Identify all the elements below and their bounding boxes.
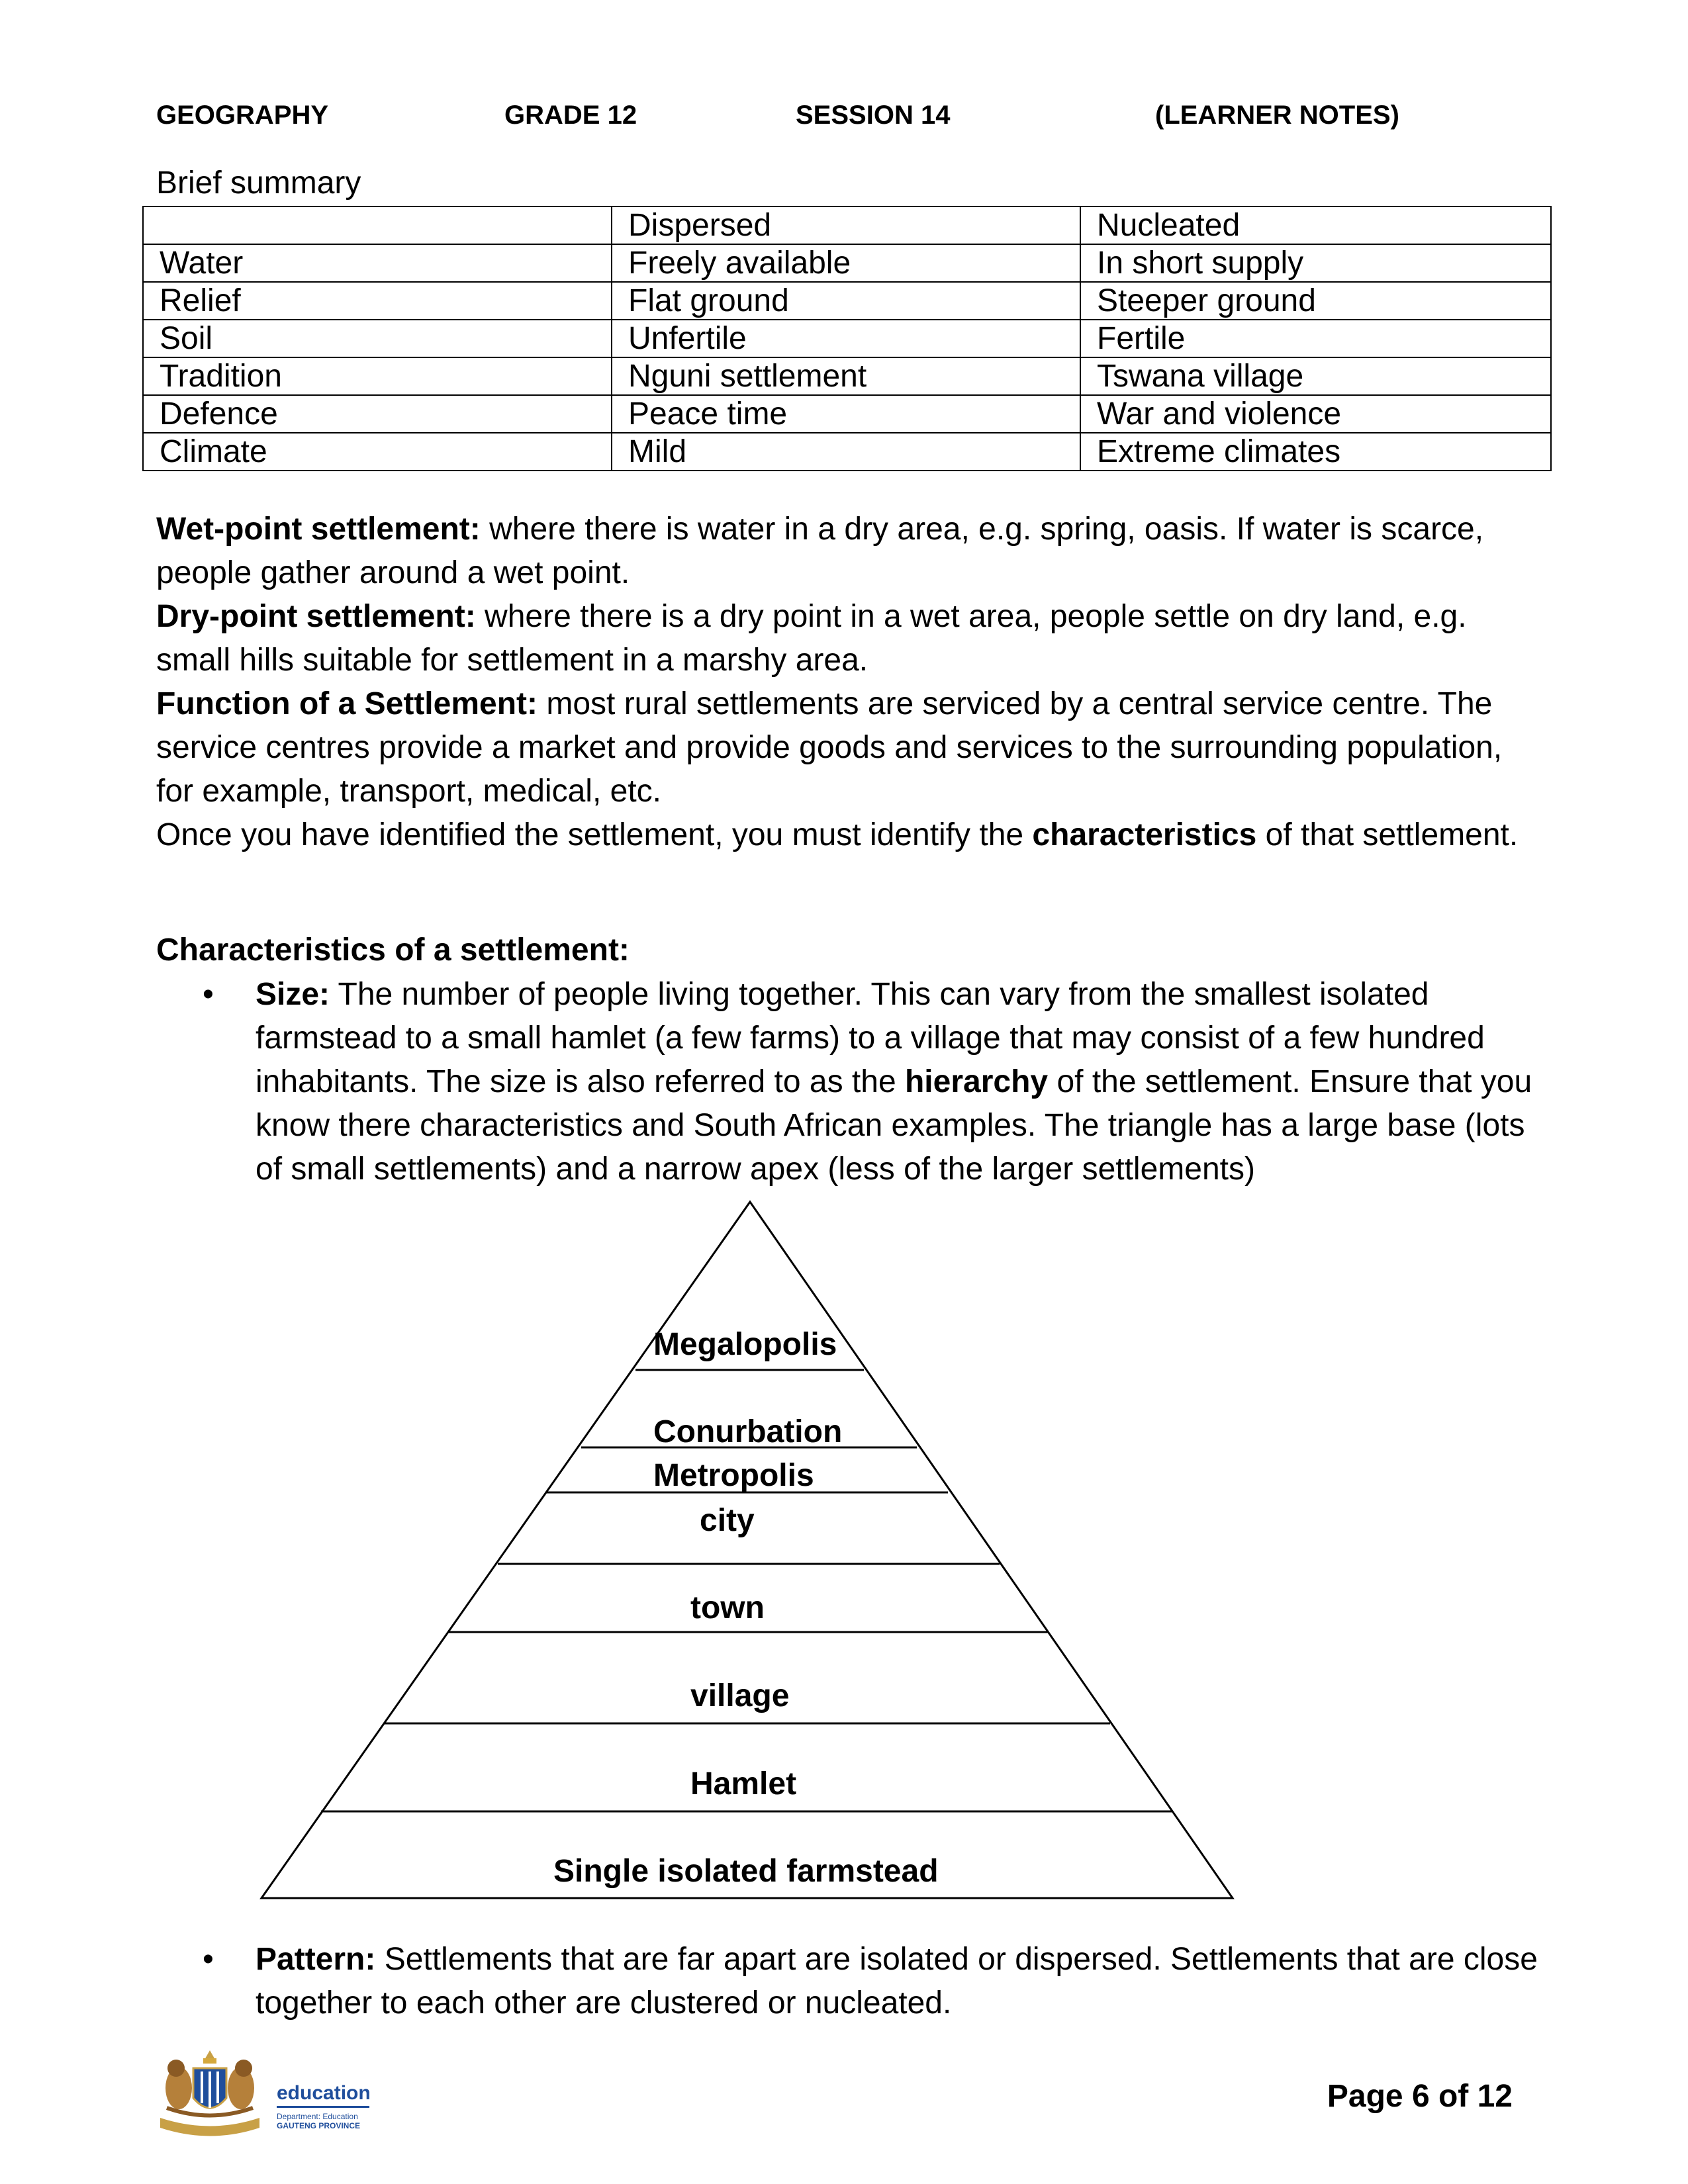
pyramid-level-city: city (700, 1503, 755, 1538)
wet-point-text: where there is water in a dry area, e.g. spring, oasis. If water is scarce, people gather around a wet point. (156, 512, 1484, 590)
table-cell: Defence (143, 395, 612, 433)
note-text-before: Once you have identified the settlement, you must identify the (156, 817, 1033, 852)
header-notes: (LEARNER NOTES) (1155, 101, 1399, 130)
pyramid-level-farmstead: Single isolated farmstead (553, 1854, 939, 1889)
function-term: Function of a Settlement: (156, 686, 538, 721)
size-text-1: The number of people living together. This can vary from the smallest isolated farmstead to a small hamlet (a few farms) to a village that may consist of a few hundred inhabitants. The size is also referred to as the (256, 977, 1485, 1099)
logo-line1: Department: Education (277, 2112, 358, 2121)
size-bold: hierarchy (904, 1064, 1049, 1099)
table-cell: In short supply (1080, 244, 1551, 282)
size-term: Size: (256, 977, 330, 1012)
table-cell: Tradition (143, 357, 612, 395)
table-cell: War and violence (1080, 395, 1551, 433)
table-cell: Tswana village (1080, 357, 1551, 395)
wet-point-term: Wet-point settlement: (156, 512, 481, 547)
header-session: SESSION 14 (796, 101, 951, 130)
table-cell: Relief (143, 282, 612, 320)
pyramid-level-hamlet: Hamlet (690, 1766, 797, 1801)
table-cell: Water (143, 244, 612, 282)
dry-point-term: Dry-point settlement: (156, 599, 476, 634)
note-text-after: of that settlement. (1256, 817, 1519, 852)
table-cell: Climate (143, 433, 612, 471)
pattern-bullet (256, 1938, 1553, 2025)
table-cell: Peace time (612, 395, 1080, 433)
page-number: Page 6 of 12 (1327, 2079, 1513, 2114)
pyramid-level-village: village (690, 1678, 790, 1713)
table-cell: Nguni settlement (612, 357, 1080, 395)
characteristics-heading: Characteristics of a settlement: (156, 933, 630, 968)
summary-title: Brief summary (156, 165, 361, 201)
pattern-term: Pattern: (256, 1942, 376, 1977)
gauteng-coat-of-arms-logo (147, 2045, 273, 2144)
pyramid-level-metropolis: Metropolis (653, 1458, 814, 1493)
dry-point-text: where there is a dry point in a wet area, people settle on dry land, e.g. small hills suitable for settlement in a marshy area. (156, 599, 1467, 678)
table-cell: Freely available (612, 244, 1080, 282)
logo-word: education (277, 2082, 369, 2108)
table-cell: Unfertile (612, 320, 1080, 357)
note-bold: characteristics (1032, 817, 1257, 852)
table-cell: Soil (143, 320, 612, 357)
pattern-text: Settlements that are far apart are isolated or dispersed. Settlements that are close together to each other are clustered or nucleated. (256, 1942, 1538, 2021)
table-cell: Fertile (1080, 320, 1551, 357)
education-logo-text (277, 2082, 369, 2130)
size-text-2: of the settlement. Ensure that you know there characteristics and South African examples. The triangle has a large base (lots of small settlements) and a narrow apex (less of the larger settlements) (256, 1064, 1532, 1187)
table-cell: Steeper ground (1080, 282, 1551, 320)
table-cell: Flat ground (612, 282, 1080, 320)
table-cell: Extreme climates (1080, 433, 1551, 471)
bullet-icon: • (203, 977, 214, 1012)
logo-line2: GAUTENG PROVINCE (277, 2121, 361, 2130)
table-cell: Mild (612, 433, 1080, 471)
header-grade: GRADE 12 (504, 101, 637, 130)
pyramid-level-conurbation: Conurbation (653, 1414, 843, 1449)
table-header-cell: Nucleated (1080, 206, 1551, 244)
pyramid-level-megalopolis: Megalopolis (653, 1327, 837, 1362)
pyramid-level-town: town (690, 1590, 765, 1625)
header-subject: GEOGRAPHY (156, 101, 329, 130)
table-header-cell: Dispersed (612, 206, 1080, 244)
bullet-icon: • (203, 1942, 214, 1977)
function-text: most rural settlements are serviced by a central service centre. The service centres provide a market and provide goods and services to the surrounding population, for example, transport, medical, etc. (156, 686, 1503, 809)
